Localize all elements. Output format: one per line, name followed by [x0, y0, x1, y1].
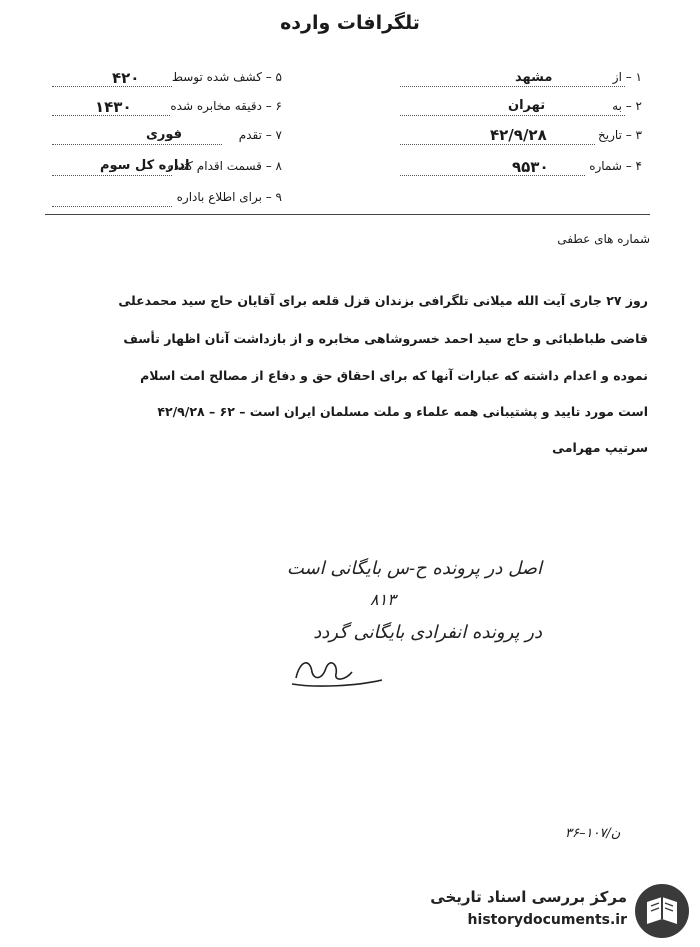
field-for-info-dots	[52, 206, 172, 207]
field-transmit-minute-label: ۶ – دقیقه مخابره شده	[170, 99, 282, 113]
field-to-dots	[400, 115, 625, 116]
field-to-value: تهران	[508, 98, 546, 113]
signature-mark	[286, 650, 386, 690]
field-decoded-by-value: ۴۲۰	[112, 69, 140, 87]
field-priority-label: ۷ – تقدم	[238, 128, 282, 142]
reference-numbers-label: شماره های عطفی	[557, 232, 650, 246]
footer-logo	[410, 880, 695, 942]
field-number-label: ۴ – شماره	[589, 159, 642, 173]
field-from-dots	[400, 86, 625, 87]
field-transmit-minute-value: ۱۴۳۰	[95, 98, 132, 116]
handwritten-signature	[286, 650, 386, 690]
field-action-dept-dots	[52, 175, 172, 176]
body-line-3: نموده و اعدام داشته که عبارات آنها که برای احقاق حق و دفاع از مصالح امت اسلام	[140, 368, 648, 383]
body-line-2: قاضی طباطبائی و حاج سید احمد خسروشاهی مخابره و از بازداشت آنان اظهار تأسف	[123, 331, 648, 346]
body-line-1: روز ۲۷ جاری آیت الله میلانی تلگرافی بزندان قزل قلعه برای آقایان حاج سید محمدعلی	[118, 293, 648, 308]
field-priority-dots	[52, 144, 222, 145]
book-logo-icon	[633, 882, 691, 940]
field-action-dept-value: اداره کل سوم	[100, 158, 190, 173]
field-number-value: ۹۵۳۰	[512, 158, 549, 176]
field-action-dept-label: ۸ – قسمت اقدام کننده	[167, 159, 282, 173]
field-date-dots	[400, 144, 595, 145]
footer-url[interactable]: historydocuments.ir	[467, 912, 627, 928]
header-divider	[45, 214, 650, 215]
field-to-label: ۲ – به	[612, 99, 642, 113]
field-decoded-by-label: ۵ – کشف شده توسط	[171, 70, 282, 84]
field-for-info-label: ۹ – برای اطلاع باداره	[176, 190, 282, 204]
body-line-5: سرتیپ مهرامی	[552, 440, 648, 455]
document-title: تلگرافات وارده	[280, 12, 420, 34]
handwritten-note-1-number: ۸۱۳	[370, 590, 396, 609]
handwritten-note-1: اصل در پرونده ح-س بایگانی است	[286, 558, 542, 579]
handwritten-note-2: در پرونده انفرادی بایگانی گردد	[313, 622, 542, 643]
field-from-label: ۱ – از	[612, 70, 642, 84]
field-date-label: ۳ – تاریخ	[598, 128, 642, 142]
field-date-value: ۴۲/۹/۲۸	[490, 126, 547, 144]
body-line-4: است مورد تایید و پشتیبانی همه علماء و ملت مسلمان ایران است – ۶۲ – ۴۲/۹/۲۸	[157, 404, 648, 419]
footer-org-name: مرکز بررسی اسناد تاریخی	[430, 888, 627, 906]
field-priority-value: فوری	[146, 127, 183, 142]
field-number-dots	[400, 175, 585, 176]
field-from-value: مشهد	[515, 70, 553, 85]
document-number: ن/۱۰۷–۳۶	[565, 826, 621, 841]
